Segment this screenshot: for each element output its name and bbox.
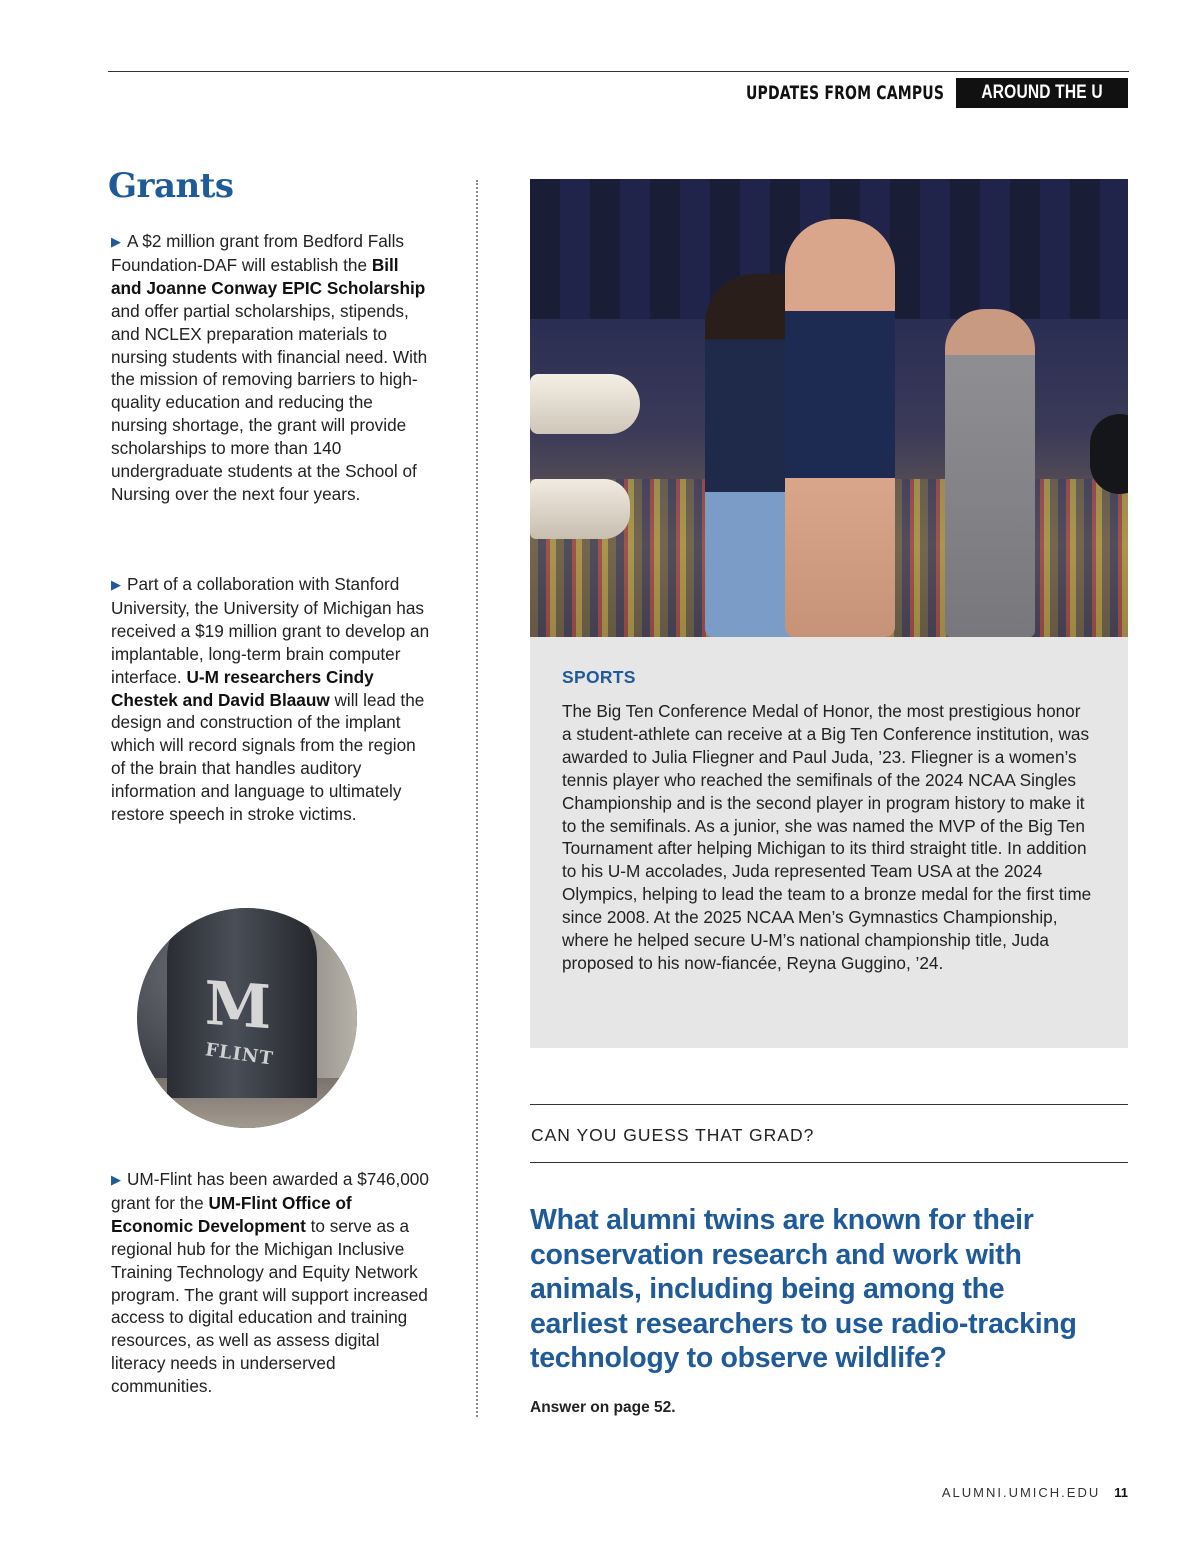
- grant-1-bold: Bill and Joanne Conway EPIC Scholarship: [111, 254, 426, 298]
- photo-camera: [1090, 414, 1128, 494]
- proposal-photo: [530, 179, 1128, 637]
- um-flint-logo-photo: [137, 908, 357, 1128]
- column-divider: [476, 180, 478, 1417]
- sports-label: SPORTS: [562, 667, 636, 687]
- flint-wordmark: FLINT: [203, 1039, 275, 1070]
- grant-item-3: [111, 1168, 431, 1398]
- grant-3-text-a: UM-Flint has been awarded a $746,000 grant for the: [111, 1169, 429, 1213]
- grant-1-text-b: and offer partial scholarships, stipends, and NCLEX preparation materials to nursing students with financial need. With the mission of removing barriers to high-quality education and reducing the nursing shortage, the grant will provide scholarships to more than 140 undergraduate students at the School of Nursing over the next four years.: [111, 300, 428, 504]
- triangle-right-icon: ▶: [111, 577, 121, 592]
- grants-heading: Grants: [108, 166, 234, 206]
- section-header: [700, 78, 1128, 108]
- block-m-logo: M: [204, 968, 272, 1044]
- triangle-right-icon: ▶: [111, 1172, 121, 1187]
- grant-2-bold: U-M researchers Cindy Chestek and David Blaauw: [111, 666, 374, 710]
- guess-rule-bottom: [530, 1162, 1128, 1163]
- sports-text: The Big Ten Conference Medal of Honor, the most prestigious honor a student-athlete can receive at a Big Ten Conference institution, was awarded to Julia Fliegner and Paul Juda, ’23. Fliegner is a women’s tennis player who reached the semifinals of the 2024 NCAA Singles Championship and is the second player in program history to make it to the semifinals. As a junior, she was named the MVP of the Big Ten Tournament after helping Michigan to its third straight title. In addition to his U-M accolades, Juda represented Team USA at the 2024 Olympics, helping to lead the team to a bronze medal for the first time since 2008. At the 2025 NCAA Men’s Gymnastics Championship, where he helped secure U-M’s national championship title, Juda proposed to his now-fiancée, Reyna Guggino, ’24.: [562, 701, 1092, 973]
- guess-question: What alumni twins are known for their conservation research and work with animals, including being among the earliest researchers to use radio-tracking technology to observe wildlife?: [530, 1204, 1077, 1374]
- page-footer: [942, 1485, 1128, 1500]
- photo-official: [945, 309, 1035, 637]
- grant-item-2: [111, 573, 431, 826]
- photo-gymnast: [785, 219, 895, 637]
- grant-2-text-a: Part of a collaboration with Stanford University, the University of Michigan has received a $19 million grant to develop an implantable, long-term brain computer interface.: [111, 574, 430, 687]
- top-rule: [108, 71, 1129, 72]
- grant-3-bold: UM-Flint Office of Economic Development: [111, 1192, 352, 1236]
- section-updates-label: UPDATES FROM CAMPUS: [746, 82, 945, 104]
- page-number: 11: [1114, 1485, 1128, 1500]
- section-around-label: [956, 78, 1128, 108]
- guess-label: CAN YOU GUESS THAT GRAD?: [531, 1125, 815, 1145]
- guess-rule-top: [530, 1104, 1128, 1105]
- grant-3-text-b: to serve as a regional hub for the Michigan Inclusive Training Technology and Equity Network program. The grant will support increased access to digital education and training resources, as well as assess digital literacy needs in underserved communities.: [111, 1215, 428, 1397]
- sports-box: [530, 637, 1128, 1048]
- footer-site: ALUMNI.UMICH.EDU: [941, 1485, 1101, 1500]
- grant-2-text-b: will lead the design and construction of the implant which will record signals from the region of the brain that handles auditory information and language to ultimately restore speech in stroke victims.: [111, 689, 425, 825]
- guess-answer: Answer on page 52.: [530, 1399, 676, 1416]
- grant-1-text-a: A $2 million grant from Bedford Falls Foundation-DAF will establish the: [111, 231, 405, 275]
- grant-item-1: [111, 230, 431, 506]
- photo-vault: [530, 479, 630, 539]
- section-around-text: AROUND THE U: [981, 82, 1103, 103]
- photo-pommel-horse: [530, 374, 640, 434]
- triangle-right-icon: ▶: [111, 234, 121, 249]
